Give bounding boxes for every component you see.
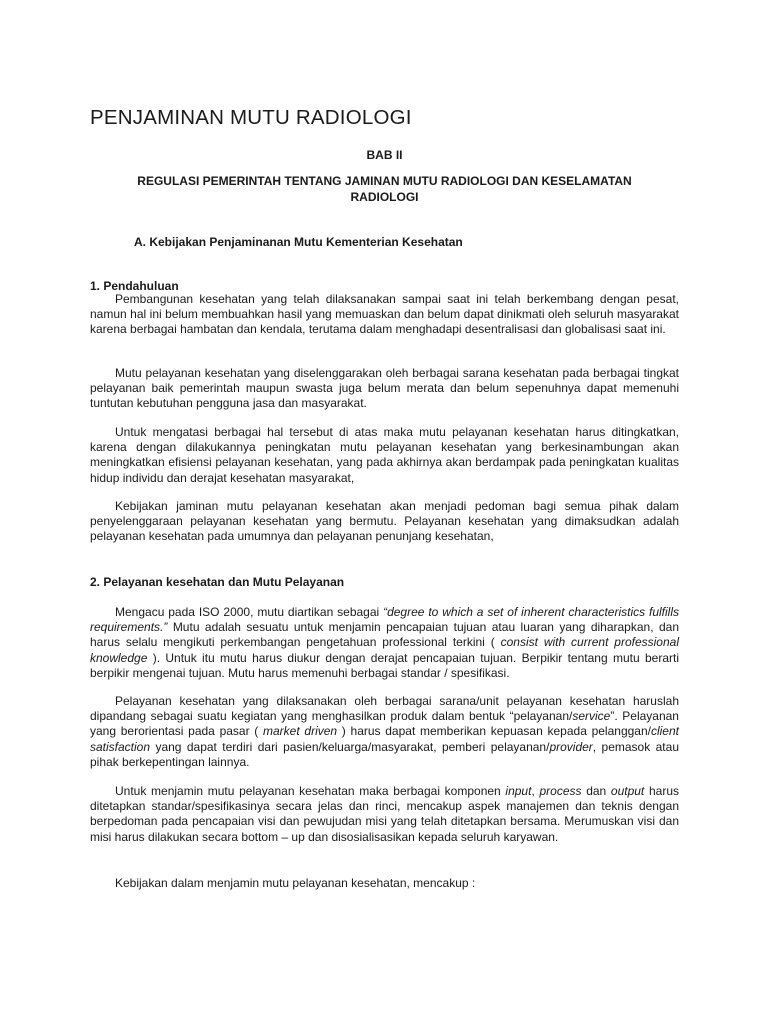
section-a-heading: A. Kebijakan Penjaminanan Mutu Kementerian Kesehatan — [134, 235, 463, 249]
document-title: PENJAMINAN MUTU RADIOLOGI — [90, 106, 412, 129]
section-2-heading: 2. Pelayanan kesehatan dan Mutu Pelayanan — [90, 575, 345, 589]
paragraph: Untuk mengatasi berbagai hal tersebut di atas maka mutu pelayanan kesehatan harus ditingkatkan, karena dengan dilakukannya peningkatan mutu pelayanan kesehatan yang berkesinambungan akan meningkatkan efisiensi pelayanan kesehatan, yang pada akhirnya akan berdampak pada peningkatan kualitas hidup individu dan derajat kesehatan masyarakat, — [90, 425, 679, 485]
paragraph: Pembangunan kesehatan yang telah dilaksanakan sampai saat ini telah berkembang dengan pesat, namun hal ini belum membuahkan hasil yang memuaskan dan belum dapat dinikmati oleh seluruh masyarakat karena berbagai hambatan dan kendala, terutama dalam menghadapi desentralisasi dan globalisasi saat ini. — [90, 292, 679, 337]
paragraph: Mengacu pada ISO 2000, mutu diartikan sebagai “degree to which a set of inherent characteristics fulfills requirements.” Mutu adalah sesuatu untuk menjamin pencapaian tujuan atau luaran yang diharapkan, dan harus selalu mengikuti perkembangan pengetahuan professional terkini ( consist with current professional knowledge ). Untuk itu mutu harus diukur dengan derajat pencapaian tujuan. Berpikir tentang mutu berarti berpikir mengenai tujuan. Mutu harus memenuhi berbagai standar / spesifikasi. — [90, 605, 680, 680]
paragraph: Kebijakan dalam menjamin mutu pelayanan kesehatan, mencakup : — [115, 876, 476, 890]
section-1-heading: 1. Pendahuluan — [90, 279, 179, 293]
chapter-label: BAB II — [366, 148, 403, 162]
paragraph: Mutu pelayanan kesehatan yang diselenggarakan oleh berbagai sarana kesehatan pada berbagai tingkat pelayanan baik pemerintah maupun swasta juga belum merata dan belum sepenuhnya dapat memenuhi tuntutan kebutuhan pengguna jasa dan masyarakat. — [90, 366, 679, 411]
paragraph: Untuk menjamin mutu pelayanan kesehatan maka berbagai komponen input, process dan output harus ditetapkan standar/spesifikasinya secara jelas dan rinci, mencakup aspek manajemen dan teknis dengan berpedoman pada pencapaian visi dan pewujudan misi yang telah ditetapkan bersama. Merumuskan visi dan misi harus dilakukan secara bottom – up dan disosialisasikan kepada seluruh karyawan. — [90, 784, 679, 844]
paragraph: Kebijakan jaminan mutu pelayanan kesehatan akan menjadi pedoman bagi semua pihak dalam penyelenggaraan pelayanan kesehatan yang bermutu. Pelayanan kesehatan yang dimaksudkan adalah pelayanan kesehatan pada umumnya dan pelayanan penunjang kesehatan, — [90, 499, 679, 544]
paragraph: Pelayanan kesehatan yang dilaksanakan oleh berbagai sarana/unit pelayanan kesehatan haruslah dipandang sebagai suatu kegiatan yang menghasilkan produk dalam bentuk “pelayanan/service”. Pelayanan yang berorientasi pada pasar ( market driven ) harus dapat memberikan kepuasan kepada pelanggan/client satisfaction yang dapat terdiri dari pasien/keluarga/masyarakat, pemberi pelayanan/provider, pemasok atau pihak berkepentingan lainnya. — [90, 694, 679, 769]
chapter-title: REGULASI PEMERINTAH TENTANG JAMINAN MUTU RADIOLOGI DAN KESELAMATAN RADIOLOGI — [137, 174, 632, 204]
